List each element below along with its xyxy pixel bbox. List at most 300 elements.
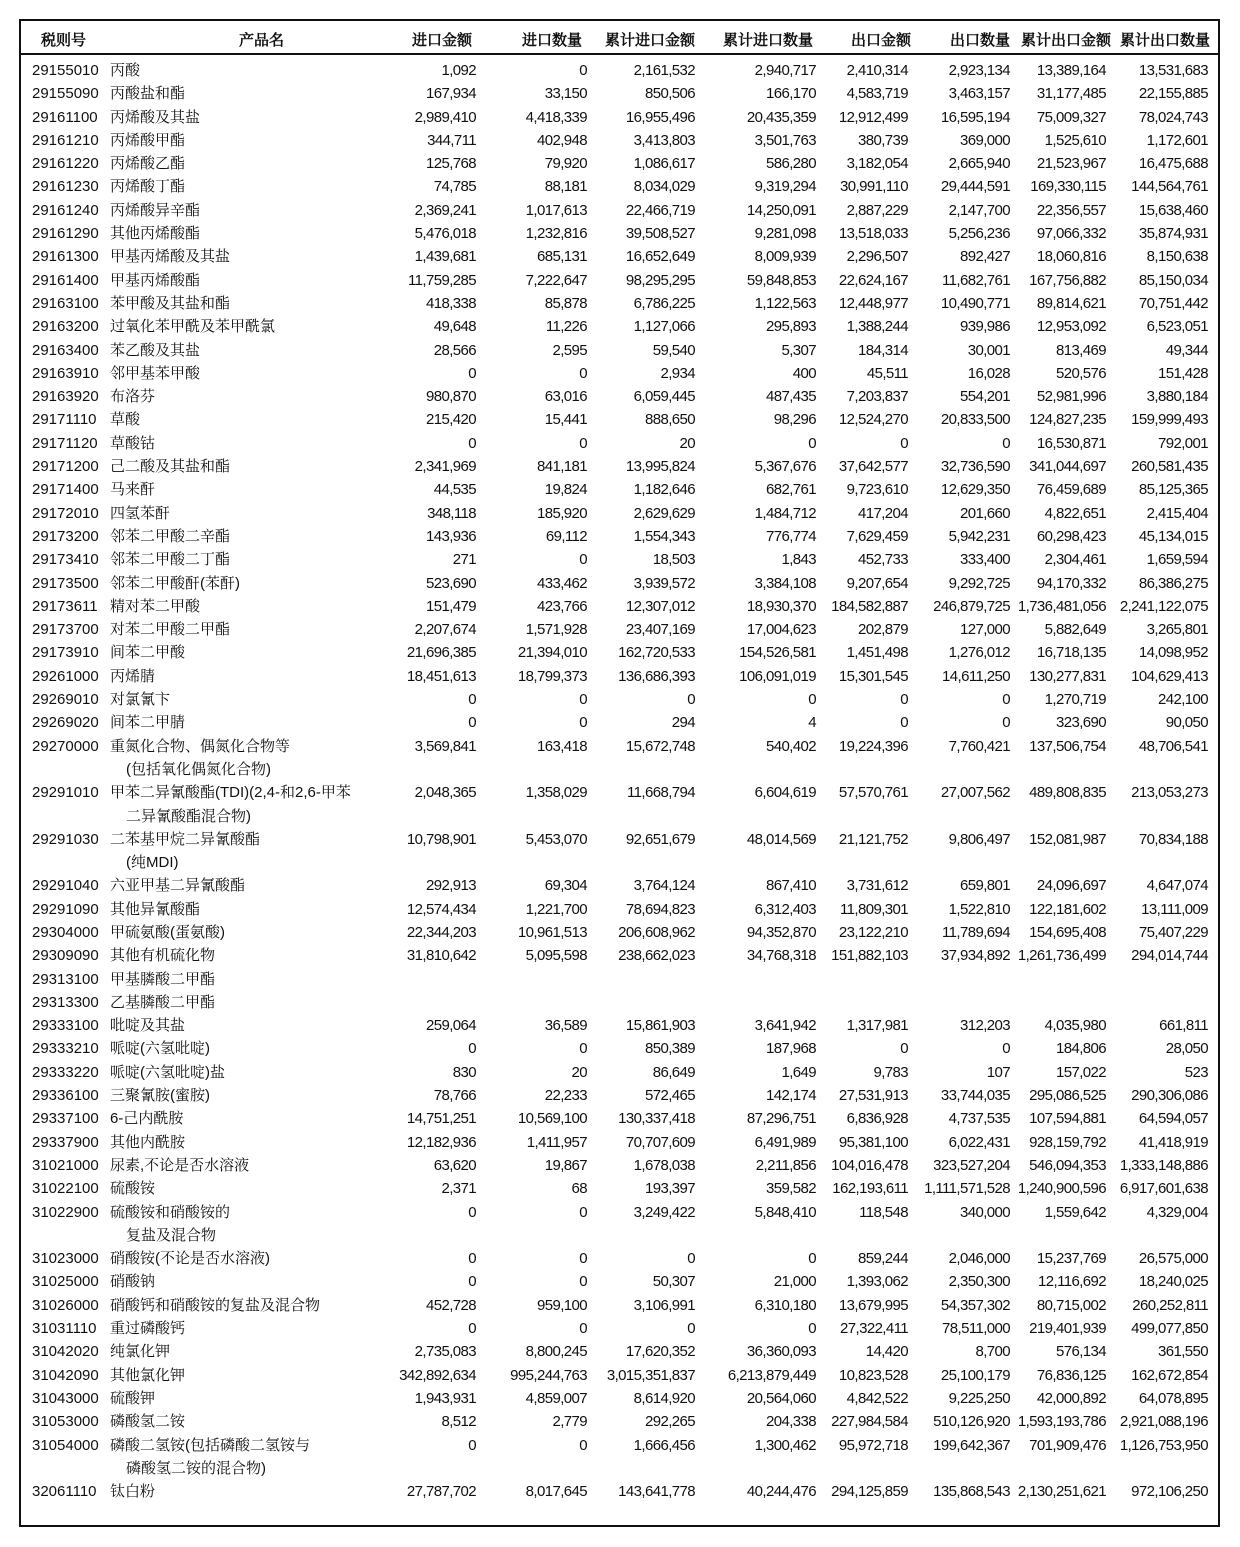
- tariff-code: 29270000: [32, 737, 99, 755]
- cell-value: 206,608,962: [618, 923, 695, 941]
- cell-value: 0: [468, 714, 476, 732]
- cell-value: 0: [687, 1320, 695, 1338]
- cell-value: 1,017,613: [525, 201, 587, 219]
- cell-value: 9,292,725: [948, 574, 1010, 592]
- tariff-code: 29171110: [32, 411, 97, 429]
- tariff-code: 29291010: [32, 784, 99, 802]
- cell-value: 14,420: [865, 1343, 908, 1361]
- cell-value: 499,077,850: [1131, 1320, 1208, 1338]
- product-name-continued: 二异氰酸酯混合物): [126, 807, 251, 825]
- cell-value: 6,836,928: [846, 1110, 908, 1128]
- cell-value: 292,265: [644, 1413, 695, 1431]
- cell-value: 130,277,831: [1029, 667, 1106, 685]
- cell-value: 792,001: [1157, 434, 1208, 452]
- tariff-code: 31023000: [32, 1250, 99, 1268]
- table-row: [21, 688, 1218, 711]
- tariff-code: 29313100: [32, 970, 99, 988]
- cell-value: 3,265,801: [1146, 621, 1208, 639]
- product-name: 间苯二甲酸: [110, 644, 186, 662]
- table-row: [21, 1317, 1218, 1340]
- cell-value: 323,527,204: [933, 1156, 1010, 1174]
- cell-value: 37,642,577: [838, 458, 908, 476]
- cell-value: 41,418,919: [1138, 1133, 1208, 1151]
- cell-value: 163,418: [536, 737, 587, 755]
- cell-value: 15,237,769: [1036, 1250, 1106, 1268]
- product-name: 其他氯化钾: [110, 1366, 186, 1384]
- cell-value: 136,686,393: [618, 667, 695, 685]
- cell-value: 2,161,532: [633, 62, 695, 79]
- cell-value: 20,564,060: [746, 1389, 816, 1407]
- cell-value: 49,344: [1165, 341, 1208, 359]
- cell-value: 157,022: [1055, 1063, 1106, 1081]
- cell-value: 213,053,273: [1131, 784, 1208, 802]
- cell-value: 21,394,010: [517, 644, 587, 662]
- table-row: [21, 828, 1218, 875]
- header-tariff-code: 税则号: [41, 32, 87, 49]
- cell-value: 2,410,314: [846, 62, 908, 79]
- cell-value: 867,410: [765, 877, 816, 895]
- cell-value: 0: [1002, 434, 1010, 452]
- cell-value: 86,649: [652, 1063, 695, 1081]
- cell-value: 185,920: [536, 504, 587, 522]
- cell-value: 32,736,590: [940, 458, 1010, 476]
- tariff-code: 29333100: [32, 1017, 99, 1035]
- cell-value: 6,491,989: [754, 1133, 816, 1151]
- cell-value: 30,001: [967, 341, 1010, 359]
- cell-value: 8,700: [975, 1343, 1010, 1361]
- cell-value: 143,936: [425, 527, 476, 545]
- cell-value: 11,668,794: [627, 784, 695, 802]
- cell-value: 12,448,977: [838, 294, 908, 312]
- tariff-code: 29269010: [32, 691, 99, 709]
- cell-value: 402,948: [536, 131, 587, 149]
- cell-value: 12,574,434: [406, 900, 476, 918]
- cell-value: 4,418,339: [525, 108, 587, 126]
- cell-value: 6,059,445: [633, 388, 695, 406]
- tariff-code: 29173611: [32, 597, 98, 615]
- cell-value: 20: [571, 1063, 587, 1081]
- cell-value: 2,296,507: [846, 248, 908, 266]
- cell-value: 0: [1002, 1040, 1010, 1058]
- product-name: 纯氯化钾: [110, 1343, 171, 1361]
- cell-value: 52,981,996: [1036, 388, 1106, 406]
- cell-value: 167,756,882: [1029, 271, 1106, 289]
- cell-value: 202,879: [857, 621, 908, 639]
- cell-value: 0: [900, 1040, 908, 1058]
- cell-value: 167,934: [425, 85, 476, 103]
- cell-value: 2,415,404: [1146, 504, 1208, 522]
- cell-value: 162,672,854: [1131, 1366, 1208, 1384]
- product-name: 其他丙烯酸酯: [110, 225, 201, 243]
- tariff-code: 29171120: [32, 434, 98, 452]
- cell-value: 685,131: [536, 248, 587, 266]
- cell-value: 201,660: [959, 504, 1010, 522]
- header-cumulative-import-amount: 累计进口金额: [604, 32, 695, 49]
- cell-value: 166,170: [765, 85, 816, 103]
- cell-value: 9,319,294: [754, 178, 816, 196]
- cell-value: 0: [579, 1040, 587, 1058]
- product-name: 丙酸盐和酯: [110, 85, 186, 103]
- cell-value: 3,182,054: [846, 155, 908, 173]
- product-name: 间苯二甲腈: [110, 714, 186, 732]
- cell-value: 16,475,688: [1138, 155, 1208, 173]
- cell-value: 76,836,125: [1036, 1366, 1106, 1384]
- table-row: [21, 898, 1218, 921]
- cell-value: 2,779: [552, 1413, 587, 1431]
- header-export-amount: 出口金额: [850, 32, 911, 49]
- cell-value: 4,583,719: [846, 85, 908, 103]
- cell-value: 0: [579, 1203, 587, 1221]
- cell-value: 850,389: [644, 1040, 695, 1058]
- cell-value: 95,381,100: [838, 1133, 908, 1151]
- cell-value: 2,595: [552, 341, 587, 359]
- cell-value: 344,711: [427, 131, 476, 149]
- table-row: [21, 781, 1218, 828]
- cell-value: 104,016,478: [831, 1156, 908, 1174]
- tariff-code: 29171200: [32, 458, 99, 476]
- cell-value: 2,369,241: [414, 201, 476, 219]
- cell-value: 7,222,647: [525, 271, 587, 289]
- cell-value: 0: [1002, 714, 1010, 732]
- cell-value: 14,751,251: [406, 1110, 476, 1128]
- table-row: [21, 1154, 1218, 1177]
- trade-table: [19, 19, 1220, 1527]
- cell-value: 1,411,957: [526, 1133, 587, 1151]
- cell-value: 13,995,824: [625, 458, 695, 476]
- cell-value: 11,789,694: [942, 923, 1010, 941]
- cell-value: 939,986: [959, 318, 1010, 336]
- cell-value: 16,595,194: [940, 108, 1010, 126]
- cell-value: 4,842,522: [846, 1389, 908, 1407]
- product-name: 丙烯酸及其盐: [110, 108, 201, 126]
- cell-value: 54,357,302: [940, 1296, 1010, 1314]
- cell-value: 1,659,594: [1146, 551, 1208, 569]
- cell-value: 8,009,939: [754, 248, 816, 266]
- product-name: 丙酸: [110, 62, 141, 79]
- table-row: [21, 525, 1218, 548]
- cell-value: 1,666,456: [633, 1436, 695, 1454]
- cell-value: 30,991,110: [840, 178, 908, 196]
- table-row: [21, 711, 1218, 734]
- table-row: [21, 1270, 1218, 1293]
- cell-value: 19,867: [544, 1156, 587, 1174]
- product-name: 其他异氰酸酯: [110, 900, 201, 918]
- table-body: [21, 59, 1218, 1503]
- table-header: [21, 21, 1218, 55]
- table-row: [21, 82, 1218, 105]
- cell-value: 2,371: [441, 1180, 476, 1198]
- table-row: [21, 199, 1218, 222]
- product-name: 甲苯二异氰酸酯(TDI)(2,4-和2,6-甲苯: [110, 784, 351, 802]
- product-name: 丙烯酸丁酯: [110, 178, 186, 196]
- tariff-code: 29171400: [32, 481, 99, 499]
- table-row: [21, 339, 1218, 362]
- cell-value: 294: [671, 714, 695, 732]
- cell-value: 3,641,942: [754, 1017, 816, 1035]
- cell-value: 27,007,562: [940, 784, 1010, 802]
- cell-value: 1,232,816: [525, 225, 587, 243]
- table-row: [21, 1084, 1218, 1107]
- cell-value: 64,594,057: [1138, 1110, 1208, 1128]
- cell-value: 8,017,645: [525, 1483, 587, 1501]
- cell-value: 184,806: [1055, 1040, 1106, 1058]
- tariff-code: 29269020: [32, 714, 99, 732]
- cell-value: 246,879,725: [933, 597, 1010, 615]
- tariff-code: 29173200: [32, 527, 99, 545]
- cell-value: 169,330,115: [1030, 178, 1106, 196]
- tariff-code: 29291040: [32, 877, 99, 895]
- cell-value: 859,244: [857, 1250, 908, 1268]
- product-name: 二苯基甲烷二异氰酸酯: [110, 830, 261, 848]
- cell-value: 85,125,365: [1138, 481, 1208, 499]
- cell-value: 1,270,719: [1044, 691, 1106, 709]
- cell-value: 271: [452, 551, 476, 569]
- cell-value: 143,641,778: [618, 1483, 695, 1501]
- cell-value: 1,393,062: [846, 1273, 908, 1291]
- cell-value: 34,768,318: [746, 947, 816, 965]
- cell-value: 19,824: [544, 481, 587, 499]
- cell-value: 124,827,235: [1029, 411, 1106, 429]
- product-name: 甲基丙烯酸酯: [110, 271, 201, 289]
- cell-value: 12,953,092: [1036, 318, 1106, 336]
- table-row: [21, 991, 1218, 1014]
- cell-value: 9,281,098: [754, 225, 816, 243]
- cell-value: 86,386,275: [1138, 574, 1208, 592]
- tariff-code: 29291090: [32, 900, 99, 918]
- cell-value: 151,479: [425, 597, 476, 615]
- table-row: [21, 1037, 1218, 1060]
- cell-value: 841,181: [536, 458, 587, 476]
- cell-value: 292,913: [425, 877, 476, 895]
- table-row: [21, 1177, 1218, 1200]
- cell-value: 59,848,853: [746, 271, 816, 289]
- tariff-code: 29161230: [32, 178, 99, 196]
- cell-value: 28,566: [433, 341, 476, 359]
- cell-value: 6,213,879,449: [727, 1366, 816, 1384]
- cell-value: 340,000: [959, 1203, 1010, 1221]
- cell-value: 2,130,251,621: [1017, 1483, 1106, 1501]
- table-row: [21, 385, 1218, 408]
- cell-value: 10,798,901: [406, 830, 476, 848]
- cell-value: 14,611,250: [942, 667, 1010, 685]
- tariff-code: 29172010: [32, 504, 99, 522]
- cell-value: 1,358,029: [525, 784, 587, 802]
- cell-value: 21,523,967: [1036, 155, 1106, 173]
- table-row: [21, 921, 1218, 944]
- cell-value: 0: [579, 364, 587, 382]
- tariff-code: 31025000: [32, 1273, 99, 1291]
- cell-value: 106,091,019: [739, 667, 816, 685]
- cell-value: 0: [900, 714, 908, 732]
- cell-value: 11,226: [545, 318, 587, 336]
- cell-value: 359,582: [765, 1180, 816, 1198]
- cell-value: 127,000: [959, 621, 1010, 639]
- cell-value: 452,733: [857, 551, 908, 569]
- cell-value: 107,594,881: [1029, 1110, 1106, 1128]
- cell-value: 1,451,498: [846, 644, 908, 662]
- cell-value: 0: [808, 1250, 816, 1268]
- header-cumulative-export-quantity: 累计出口数量: [1119, 32, 1210, 49]
- product-name: 精对苯二甲酸: [110, 597, 201, 615]
- cell-value: 151,882,103: [831, 947, 908, 965]
- cell-value: 193,397: [644, 1180, 695, 1198]
- cell-value: 295,893: [765, 318, 816, 336]
- cell-value: 417,204: [857, 504, 908, 522]
- cell-value: 238,662,023: [618, 947, 695, 965]
- cell-value: 94,352,870: [746, 923, 816, 941]
- cell-value: 1,559,642: [1044, 1203, 1106, 1221]
- table-row: [21, 152, 1218, 175]
- cell-value: 2,629,629: [633, 504, 695, 522]
- cell-value: 12,116,692: [1038, 1273, 1106, 1291]
- cell-value: 260,581,435: [1131, 458, 1208, 476]
- cell-value: 0: [808, 1320, 816, 1338]
- cell-value: 22,356,557: [1036, 201, 1106, 219]
- cell-value: 98,295,295: [625, 271, 695, 289]
- cell-value: 10,569,100: [517, 1110, 587, 1128]
- product-name: 邻苯二甲酸二辛酯: [110, 527, 231, 545]
- cell-value: 162,720,533: [618, 644, 695, 662]
- cell-value: 184,314: [857, 341, 908, 359]
- cell-value: 576,134: [1055, 1343, 1106, 1361]
- tariff-code: 29155010: [32, 62, 99, 79]
- product-name: 甲硫氨酸(蛋氨酸): [110, 923, 225, 941]
- cell-value: 0: [808, 691, 816, 709]
- cell-value: 5,307: [781, 341, 816, 359]
- tariff-code: 31042020: [32, 1343, 99, 1361]
- product-name: 丙烯酸异辛酯: [110, 201, 201, 219]
- cell-value: 7,629,459: [846, 527, 908, 545]
- table-row: [21, 1480, 1218, 1503]
- cell-value: 0: [468, 1320, 476, 1338]
- product-name: 甲基膦酸二甲酯: [110, 970, 216, 988]
- cell-value: 830: [452, 1063, 476, 1081]
- cell-value: 14,250,091: [746, 201, 816, 219]
- cell-value: 9,207,654: [846, 574, 908, 592]
- cell-value: 154,695,408: [1029, 923, 1106, 941]
- tariff-code: 29333220: [32, 1063, 99, 1081]
- cell-value: 122,181,602: [1029, 900, 1106, 918]
- cell-value: 33,744,035: [940, 1087, 1010, 1105]
- tariff-code: 29173910: [32, 644, 99, 662]
- product-name: 吡啶及其盐: [110, 1017, 186, 1035]
- cell-value: 199,642,367: [933, 1436, 1010, 1454]
- table-row: [21, 1294, 1218, 1317]
- cell-value: 15,441: [544, 411, 587, 429]
- cell-value: 10,823,528: [838, 1366, 908, 1384]
- cell-value: 260,252,811: [1132, 1296, 1208, 1314]
- cell-value: 7,203,837: [846, 388, 908, 406]
- cell-value: 1,439,681: [414, 248, 476, 266]
- cell-value: 418,338: [425, 294, 476, 312]
- tariff-code: 29163200: [32, 318, 99, 336]
- cell-value: 18,060,816: [1036, 248, 1106, 266]
- cell-value: 1,300,462: [754, 1436, 816, 1454]
- product-name: 己二酸及其盐和酯: [110, 458, 231, 476]
- cell-value: 380,739: [857, 131, 908, 149]
- cell-value: 0: [808, 434, 816, 452]
- cell-value: 16,652,649: [625, 248, 695, 266]
- cell-value: 5,882,649: [1044, 621, 1106, 639]
- cell-value: 90,050: [1165, 714, 1208, 732]
- product-name: 三聚氰胺(蜜胺): [110, 1087, 210, 1105]
- cell-value: 48,706,541: [1138, 737, 1208, 755]
- cell-value: 546,094,353: [1029, 1156, 1106, 1174]
- tariff-code: 29173410: [32, 551, 99, 569]
- cell-value: 928,159,792: [1029, 1133, 1106, 1151]
- table-row: [21, 245, 1218, 268]
- cell-value: 1,317,981: [846, 1017, 908, 1035]
- table-row: [21, 735, 1218, 782]
- tariff-code: 29161300: [32, 248, 99, 266]
- table-row: [21, 432, 1218, 455]
- product-name: 硝酸钙和硝酸铵的复盐及混合物: [110, 1296, 321, 1314]
- cell-value: 0: [579, 62, 587, 79]
- product-name: 磷酸氢二铵: [110, 1413, 186, 1431]
- cell-value: 2,211,856: [755, 1156, 816, 1174]
- product-name: 对氯氰卞: [110, 691, 171, 709]
- cell-value: 44,535: [433, 481, 476, 499]
- cell-value: 489,808,835: [1029, 784, 1106, 802]
- product-name: 其他有机硫化物: [110, 947, 216, 965]
- tariff-code: 29163910: [32, 364, 99, 382]
- cell-value: 76,459,689: [1036, 481, 1106, 499]
- cell-value: 2,241,122,075: [1119, 597, 1208, 615]
- product-name: 硝酸钠: [110, 1273, 156, 1291]
- cell-value: 10,490,771: [940, 294, 1010, 312]
- cell-value: 78,511,000: [942, 1320, 1010, 1338]
- cell-value: 5,476,018: [414, 225, 476, 243]
- cell-value: 323,690: [1055, 714, 1106, 732]
- cell-value: 3,249,422: [633, 1203, 695, 1221]
- cell-value: 1,333,148,886: [1119, 1156, 1208, 1174]
- cell-value: 9,806,497: [948, 830, 1010, 848]
- table-row: [21, 175, 1218, 198]
- product-name: 草酸钴: [110, 434, 156, 452]
- cell-value: 2,341,969: [414, 458, 476, 476]
- table-row: [21, 269, 1218, 292]
- cell-value: 8,512: [441, 1413, 476, 1431]
- header-product-name: 产品名: [239, 32, 285, 49]
- cell-value: 2,921,088,196: [1119, 1413, 1208, 1431]
- cell-value: 3,501,763: [754, 131, 816, 149]
- cell-value: 85,878: [544, 294, 587, 312]
- table-row: [21, 1061, 1218, 1084]
- cell-value: 144,564,761: [1131, 178, 1208, 196]
- product-name: 硝酸铵(不论是否水溶液): [110, 1250, 270, 1268]
- cell-value: 12,307,012: [625, 597, 695, 615]
- tariff-code: 29163100: [32, 294, 99, 312]
- cell-value: 2,207,674: [414, 621, 476, 639]
- cell-value: 22,624,167: [838, 271, 908, 289]
- table-row: [21, 572, 1218, 595]
- tariff-code: 29161210: [32, 131, 99, 149]
- product-name: 布洛芬: [110, 388, 156, 406]
- cell-value: 130,337,418: [618, 1110, 695, 1128]
- cell-value: 1,122,563: [754, 294, 816, 312]
- cell-value: 3,015,351,837: [606, 1366, 695, 1384]
- tariff-code: 29173700: [32, 621, 99, 639]
- product-name: 硫酸钾: [110, 1389, 156, 1407]
- cell-value: 13,679,995: [838, 1296, 908, 1314]
- cell-value: 0: [1002, 691, 1010, 709]
- tariff-code: 31026000: [32, 1296, 99, 1314]
- cell-value: 78,694,823: [625, 900, 695, 918]
- table-row: [21, 618, 1218, 641]
- cell-value: 29,444,591: [940, 178, 1010, 196]
- cell-value: 59,540: [652, 341, 695, 359]
- cell-value: 5,367,676: [754, 458, 816, 476]
